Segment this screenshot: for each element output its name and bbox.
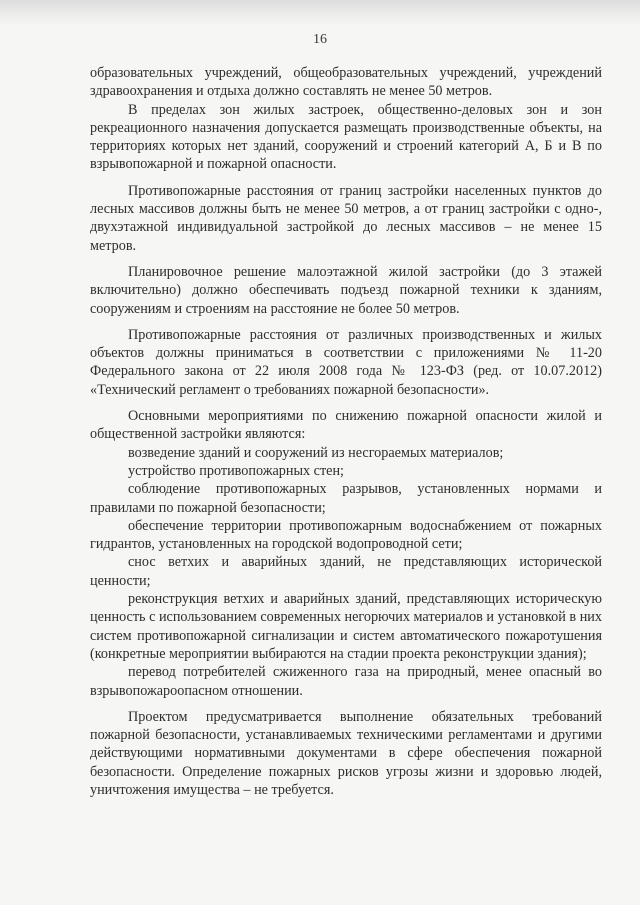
list-item-firewalls: устройство противопожарных стен; [128, 462, 344, 479]
list-item-water-supply: обеспечение территории противопожарным водоснабжением от пожарных гидрантов, установленных на городской водопроводной сети; [90, 517, 602, 553]
list-item-fire-breaks: соблюдение противопожарных разрывов, установленных нормами и правилами по пожарной безопасности; [90, 481, 602, 516]
paragraph-forest-distance: Противопожарные расстояния от границ застройки населенных пунктов до лесных массивов должны быть не менее 50 метров, а от границ застройки с одно-, двухэтажной индивидуальной застройкой до лесных массивов – не менее 15 метров. [90, 182, 602, 254]
page-number: 16 [313, 32, 327, 47]
list-item-demolition: снос ветхих и аварийных зданий, не представляющих исторической ценности; [90, 554, 602, 589]
list-item-reconstruction: реконструкция ветхих и аварийных зданий, представляющих историческую ценность с использованием современных негорючих материалов и установкой в них систем противопожарной сигнализации и систем автоматического пожаротушения (конкретные мероприятии выбираются на стадии проекта реконструкции здания); [90, 591, 602, 662]
paragraph-continuation: образовательных учреждений, общеобразовательных учреждений, учреждений здравоохранения и отдыха должно составлять не менее 50 метров. [90, 65, 602, 100]
list-item-gas-conversion: перевод потребителей сжиженного газа на природный, менее опасный во взрывопожароопасном отношении. [90, 664, 602, 699]
paragraph-main-measures: Основными мероприятиями по снижению пожарной опасности жилой и общественной застройки являются: [90, 408, 602, 443]
scan-top-shadow [0, 0, 640, 26]
paragraph-residential-zones: В пределах зон жилых застроек, общественно-деловых зон и зон рекреационного назначения допускается размещать производственные объекты, на территориях которых нет зданий, сооружений и строений категорий А, Б и В по взрывопожарной и пожарной опасности. [90, 101, 602, 173]
paragraph-fire-distances-law: Противопожарные расстояния от различных производственных и жилых объектов должны приниматься в соответствии с приложениями № 11-20 Федерального закона от 22 июля 2008 года № 123-ФЗ (ред. от 10.07.2012) «Технический регламент о требованиях пожарной безопасности». [90, 326, 602, 398]
list-item-nonflammable-materials: возведение зданий и сооружений из несгораемых материалов; [128, 444, 504, 461]
document-body [90, 64, 602, 799]
paragraph-project-requirements: Проектом предусматривается выполнение обязательных требований пожарной безопасности, устанавливаемых техническими регламентами и другими действующими нормативными документами в сфере обеспечения пожарной безопасности. Определение пожарных рисков угрозы жизни и здоровью людей, уничтожения имущества – не требуется. [90, 708, 602, 798]
paragraph-planning-solution: Планировочное решение малоэтажной жилой застройки (до 3 этажей включительно) должно обеспечивать подъезд пожарной техники к зданиям, сооружениям и строениям на расстояние не более 50 метров. [90, 263, 602, 317]
